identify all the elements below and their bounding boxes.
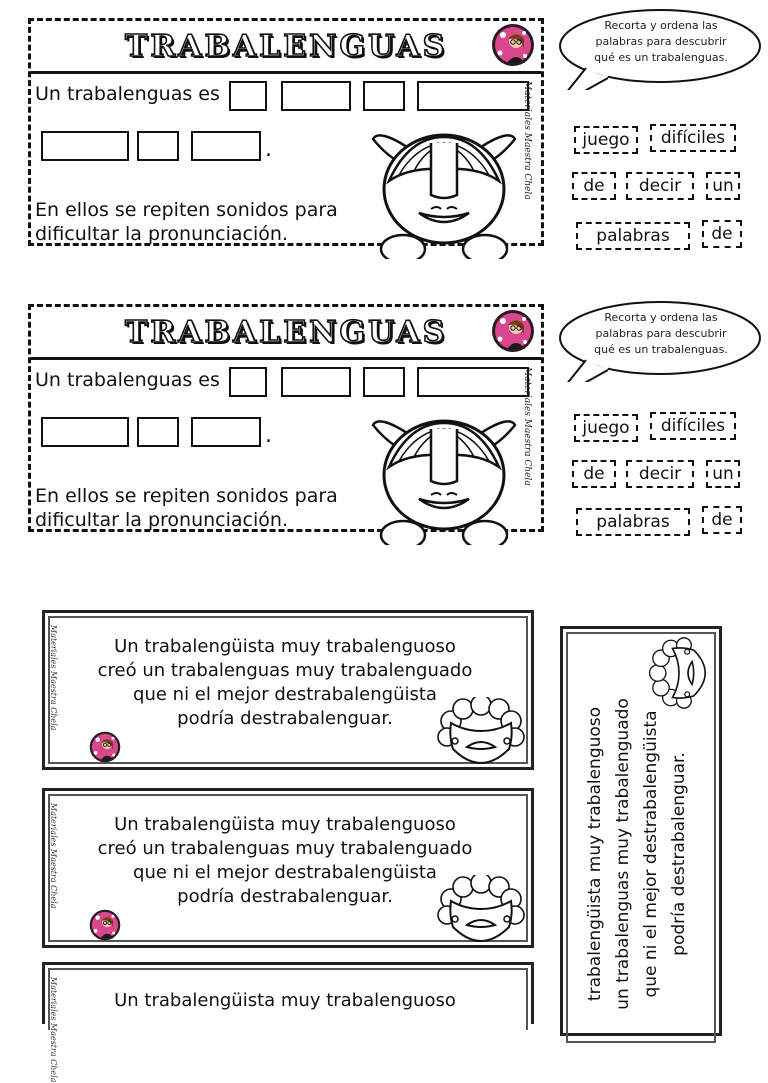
worksheet-header [31,21,541,74]
sentence-period: . [265,423,272,448]
answer-blank[interactable] [417,367,529,397]
word-card[interactable]: decir [626,172,694,200]
word-card[interactable]: juego [574,414,638,442]
answer-blank[interactable] [137,417,179,447]
worksheet-card [28,304,544,532]
author-credit: Materiales Maestra Chela [522,81,532,200]
word-card[interactable]: difíciles [650,412,736,440]
word-card[interactable]: juego [574,126,638,154]
tongue-twister-text: Un trabalengüista muy trabalenguoso creó un trabalenguas muy trabalenguado que ni el mejor destrabalengüista podría destrabalenguar. [97,636,473,729]
tongue-twister-text: Un trabalengüista muy trabalenguoso creó un trabalenguas muy trabalenguado que ni el mejor destrabalengüista podría destrabalenguar. [97,814,473,907]
explanation-line: dificultar la pronunciación. [35,509,288,531]
explanation-line: En ellos se repiten sonidos para [35,485,338,507]
teacher-avatar-icon [89,731,121,763]
answer-blank[interactable] [363,367,405,397]
sentence-period: . [265,137,272,162]
answer-blank[interactable] [281,367,351,397]
worksheet-title: TRABALENGUAS [125,315,448,350]
explanation-line: En ellos se repiten sonidos para [35,199,338,221]
word-card[interactable]: un [706,460,740,488]
answer-blank[interactable] [281,81,351,111]
answer-blank[interactable] [191,417,261,447]
girl-illustration-icon [369,395,519,545]
word-card[interactable]: decir [626,460,694,488]
author-credit: Materiales Maestra Chela [49,803,58,909]
tongue-twister-strip [42,788,534,948]
grandma-illustration-icon [437,875,525,943]
word-card[interactable]: de [572,460,616,488]
answer-blank[interactable] [417,81,529,111]
author-credit: Materiales Maestra Chela [49,977,58,1083]
word-card[interactable]: de [702,506,742,534]
word-card[interactable]: de [702,220,742,248]
teacher-avatar-icon [89,909,121,941]
answer-blank[interactable] [137,131,179,161]
word-card[interactable]: difíciles [650,124,736,152]
vertical-tongue-twister-strip [560,626,722,1036]
author-credit: Materiales Maestra Chela [49,625,58,731]
tongue-twister-text: Un trabalengüista muy trabalenguoso [114,990,456,1011]
teacher-avatar-icon [491,23,535,67]
definition-intro: Un trabalenguas es [35,369,220,391]
word-card[interactable]: palabras [576,222,690,250]
tongue-twister-strip [42,962,534,1083]
speech-bubble [556,300,762,382]
grandma-illustration-icon [437,697,525,765]
worksheet-title: TRABALENGUAS [125,29,448,64]
tongue-twister-text: trabalengüista muy trabalenguoso un trabalenguas muy trabalenguado que ni el mejor destrabalengüista podría destrabalenguar. [585,698,689,1010]
speech-bubble-text: Recorta y ordena las palabras para descubrir qué es un trabalenguas. [594,311,728,356]
worksheet-header [31,307,541,360]
answer-blank[interactable] [41,417,129,447]
answer-blank[interactable] [229,367,267,397]
author-credit: Materiales Maestra Chela [522,367,532,486]
definition-intro: Un trabalenguas es [35,83,220,105]
answer-blank[interactable] [41,131,129,161]
answer-blank[interactable] [229,81,267,111]
worksheet-card [28,18,544,246]
speech-bubble [556,8,762,90]
teacher-avatar-icon [491,309,535,353]
explanation-line: dificultar la pronunciación. [35,223,288,245]
word-card[interactable]: un [706,172,740,200]
speech-bubble-text: Recorta y ordena las palabras para descubrir qué es un trabalenguas. [594,19,728,64]
word-card[interactable]: de [572,172,616,200]
tongue-twister-strip [42,610,534,770]
answer-blank[interactable] [363,81,405,111]
word-card[interactable]: palabras [576,508,690,536]
girl-illustration-icon [369,109,519,259]
answer-blank[interactable] [191,131,261,161]
